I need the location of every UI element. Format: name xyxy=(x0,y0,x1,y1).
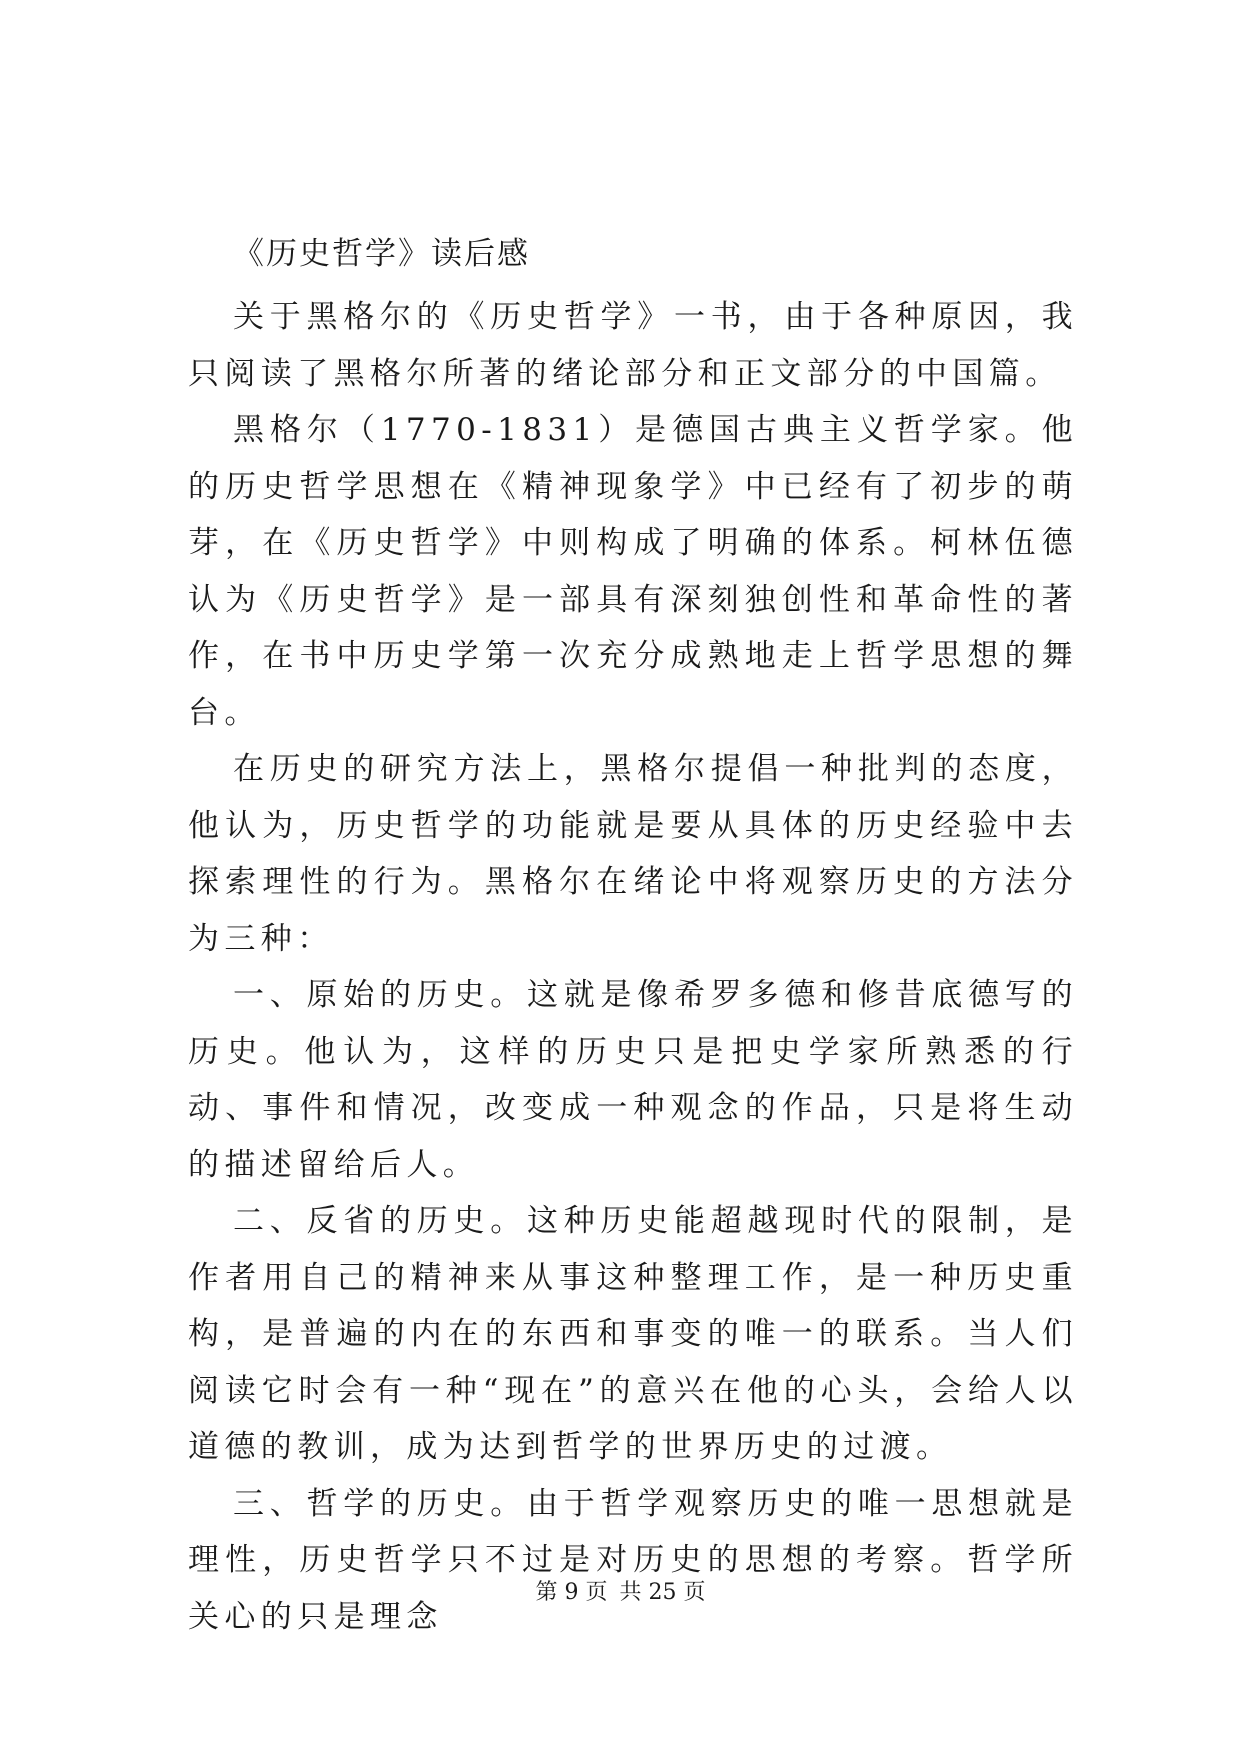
paragraph: 一、原始的历史。这就是像希罗多德和修昔底德写的历史。他认为，这样的历史只是把史学家所熟悉的行动、事件和情况，改变成一种观念的作品，只是将生动的描述留给后人。 xyxy=(188,977,1078,1183)
page-number-total: 共 25 页 xyxy=(619,1580,706,1605)
document-body xyxy=(188,289,1078,1645)
paragraph: 在历史的研究方法上，黑格尔提倡一种批判的态度，他认为，历史哲学的功能就是要从具体的历史经验中去探索理性的行为。黑格尔在绪论中将观察历史的方法分为三种： xyxy=(188,751,1078,957)
page-footer xyxy=(0,1578,1241,1608)
paragraph: 三、哲学的历史。由于哲学观察历史的唯一思想就是理性，历史哲学只不过是对历史的思想的考察。哲学所关心的只是理念 xyxy=(188,1485,1078,1635)
paragraph: 关于黑格尔的《历史哲学》一书，由于各种原因，我只阅读了黑格尔所著的绪论部分和正文部分的中国篇。 xyxy=(188,299,1078,392)
document-title: 《历史哲学》读后感 xyxy=(233,236,530,272)
paragraph: 黑格尔（1770-1831）是德国古典主义哲学家。他的历史哲学思想在《精神现象学》中已经有了初步的萌芽，在《历史哲学》中则构成了明确的体系。柯林伍德认为《历史哲学》是一部具有深刻独创性和革命性的著作，在书中历史学第一次充分成熟地走上哲学思想的舞台。 xyxy=(188,412,1078,731)
paragraph: 二、反省的历史。这种历史能超越现时代的限制，是作者用自己的精神来从事这种整理工作，是一种历史重构，是普遍的内在的东西和事变的唯一的联系。当人们阅读它时会有一种“现在”的意兴在他的心头，会给人以道德的教训，成为达到哲学的世界历史的过渡。 xyxy=(188,1203,1078,1465)
page-number-current: 第 9 页 xyxy=(535,1580,608,1605)
